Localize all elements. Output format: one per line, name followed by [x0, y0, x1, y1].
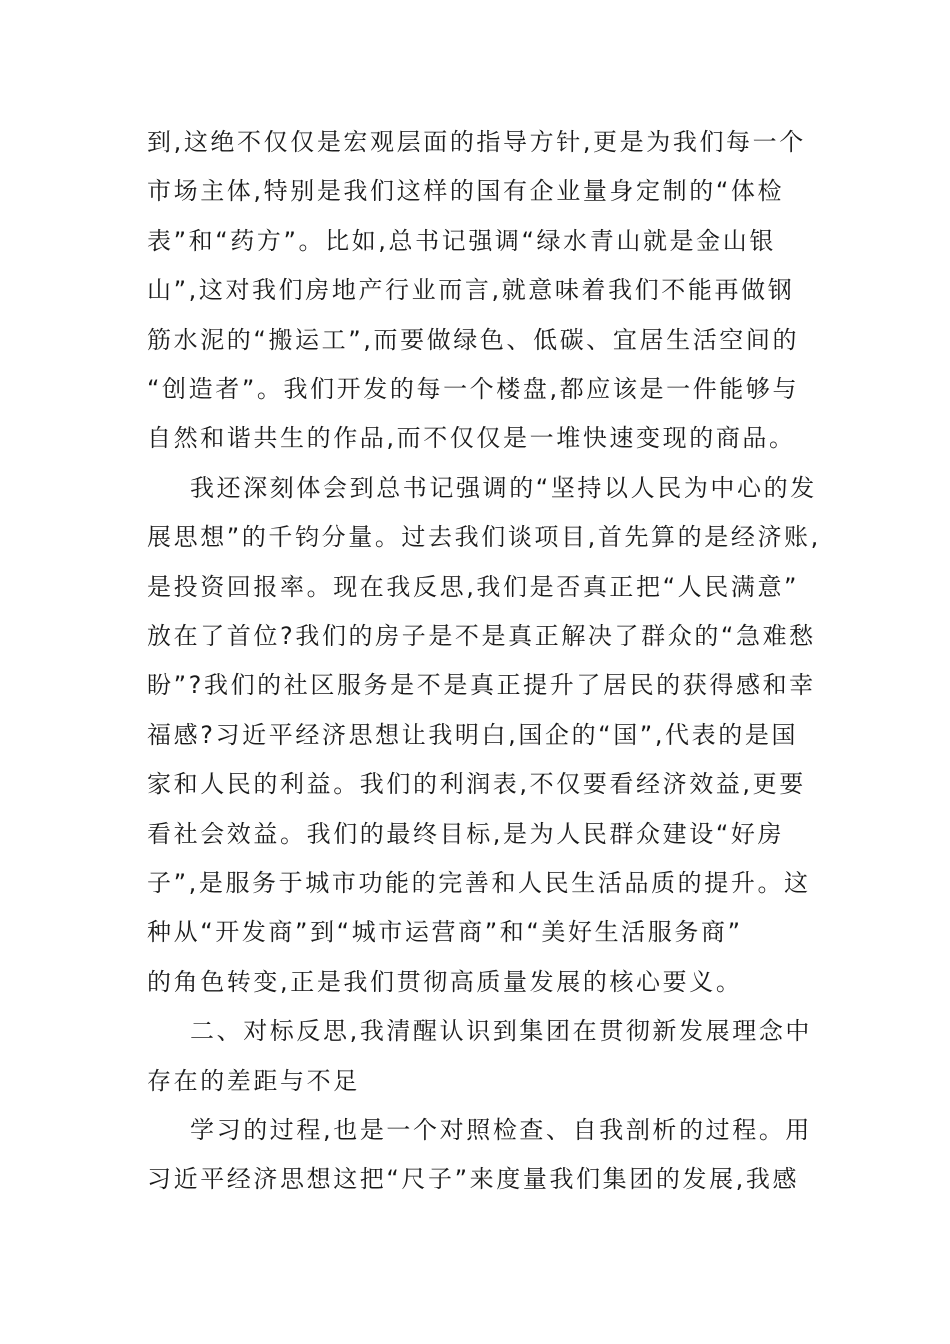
- text-line: 山”,这对我们房地产行业而言,就意味着我们不能再做钢: [147, 276, 795, 305]
- section-heading-line: 存在的差距与不足: [147, 1066, 360, 1095]
- text-line: 放在了首位?我们的房子是不是真正解决了群众的“急难愁: [147, 622, 816, 650]
- text-line: 表”和“药方”。比如,总书记强调“绿水青山就是金山银: [147, 226, 776, 255]
- section-heading-line: 二、对标反思,我清醒认识到集团在贯彻新发展理念中: [190, 1017, 813, 1046]
- text-line: 福感?习近平经济思想让我明白,国企的“国”,代表的是国: [147, 720, 799, 749]
- text-line: 展思想”的千钧分量。过去我们谈项目,首先算的是经济账,: [147, 523, 821, 552]
- text-line: 看社会效益。我们的最终目标,是为人民群众建设“好房: [147, 819, 785, 848]
- text-line: 是投资回报率。现在我反思,我们是否真正把“人民满意”: [147, 572, 800, 601]
- text-line: 子”,是服务于城市功能的完善和人民生活品质的提升。这: [147, 869, 811, 897]
- text-line: 习近平经济思想这把“尺子”来度量我们集团的发展,我感: [147, 1165, 800, 1194]
- text-line: 自然和谐共生的作品,而不仅仅是一堆快速变现的商品。: [147, 424, 796, 453]
- text-line: 学习的过程,也是一个对照检查、自我剖析的过程。用: [190, 1116, 813, 1144]
- text-line: “创造者”。我们开发的每一个楼盘,都应该是一件能够与: [147, 375, 800, 403]
- text-line: 的角色转变,正是我们贯彻高质量发展的核心要义。: [147, 967, 743, 996]
- text-line: 种从“开发商”到“城市运营商”和“美好生活服务商”: [147, 918, 743, 947]
- text-line: 筋水泥的“搬运工”,而要做绿色、低碳、宜居生活空间的: [147, 325, 800, 354]
- text-line: 我还深刻体会到总书记强调的“坚持以人民为中心的发: [190, 473, 817, 502]
- text-line: 盼”?我们的社区服务是不是真正提升了居民的获得感和幸: [147, 671, 816, 700]
- text-line: 市场主体,特别是我们这样的国有企业量身定制的“体检: [147, 177, 785, 206]
- text-line: 家和人民的利益。我们的利润表,不仅要看经济效益,更要: [147, 770, 806, 799]
- text-line: 到,这绝不仅仅是宏观层面的指导方针,更是为我们每一个: [147, 128, 806, 156]
